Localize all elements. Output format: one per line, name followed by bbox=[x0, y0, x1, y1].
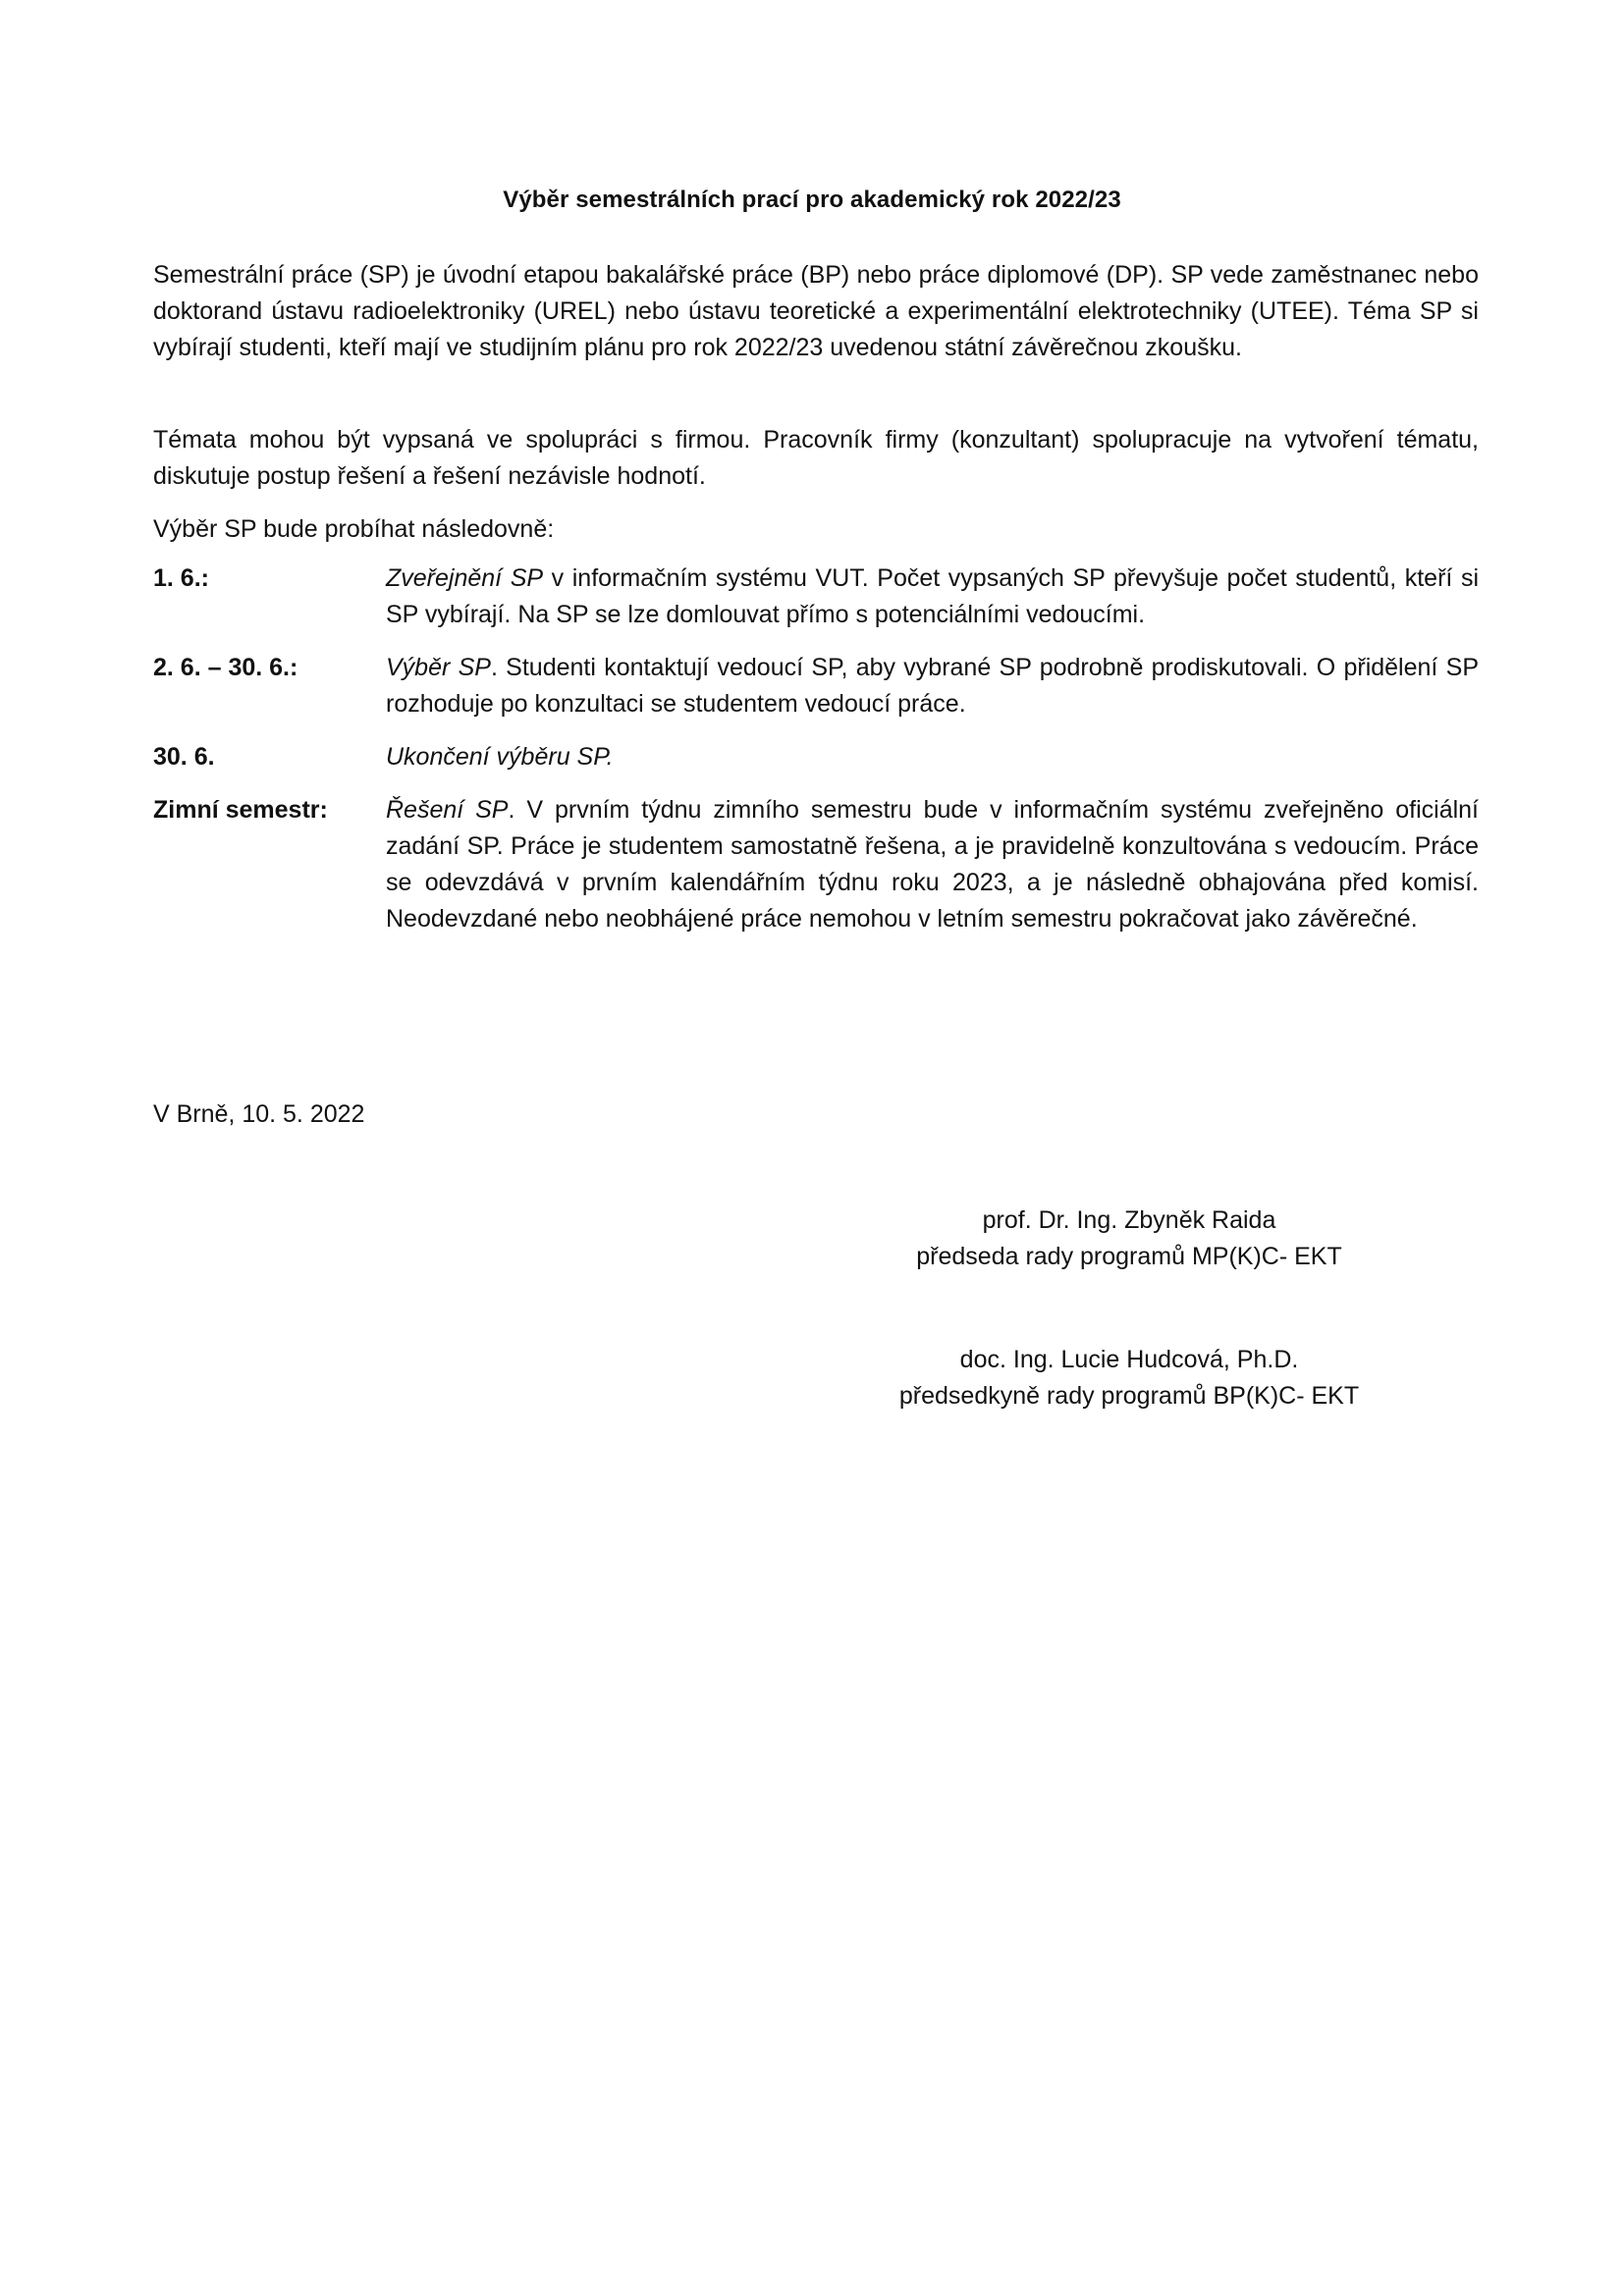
signatory-name: doc. Ing. Lucie Hudcová, Ph.D. bbox=[959, 1346, 1299, 1373]
schedule-date: 30. 6. bbox=[153, 743, 215, 771]
schedule-description bbox=[386, 561, 1479, 633]
schedule-lead: Zveřejnění SP bbox=[386, 564, 544, 592]
schedule-text: . Studenti kontaktují vedoucí SP, aby vybrané SP podrobně prodiskutovali. O přidělení SP rozhoduje po konzultaci se studentem vedoucí práce. bbox=[386, 654, 1480, 718]
signature-block bbox=[844, 1202, 1414, 1275]
signatory-role: předsedkyně rady programů BP(K)C- EKT bbox=[898, 1382, 1360, 1410]
signatory-role: předseda rady programů MP(K)C- EKT bbox=[916, 1243, 1342, 1270]
schedule-lead: Ukončení výběru SP. bbox=[386, 743, 614, 771]
schedule-intro: Výběr SP bude probíhat následovně: bbox=[153, 515, 555, 543]
company-topics-paragraph: Témata mohou být vypsaná ve spolupráci s firmou. Pracovník firmy (konzultant) spolupracuje na vytvoření tématu, diskutuje postup řešení a řešení nezávisle hodnotí. bbox=[153, 426, 1479, 490]
intro-paragraph: Semestrální práce (SP) je úvodní etapou bakalářské práce (BP) nebo práce diplomové (DP). SP vede zaměstnanec nebo doktorand ústavu radioelektroniky (UREL) nebo ústavu teoretické a experimentální elektrotechniky (UTEE). Téma SP si vybírají studenti, kteří mají ve studijním plánu pro rok 2022/23 uvedenou státní závěrečnou zkoušku. bbox=[153, 261, 1479, 361]
schedule-date: Zimní semestr: bbox=[153, 796, 328, 824]
document-title: Výběr semestrálních prací pro akademický rok 2022/23 bbox=[503, 187, 1121, 213]
schedule-text: . V prvním týdnu zimního semestru bude v informačním systému zveřejněno oficiální zadání SP. Práce je studentem samostatně řešena, a je pravidelně konzultována s vedoucím. Práce se odevzdává v prvním kalendářním týdnu roku 2023, a je následně obhajována před komisí. Neodevzdané nebo neobhájené práce nemohou v letním semestru pokračovat jako závěrečné. bbox=[386, 796, 1479, 933]
place-and-date: V Brně, 10. 5. 2022 bbox=[153, 1100, 365, 1128]
schedule-lead: Řešení SP bbox=[386, 796, 509, 824]
schedule-date: 2. 6. – 30. 6.: bbox=[153, 654, 298, 681]
schedule-description bbox=[386, 739, 1479, 775]
schedule-date: 1. 6.: bbox=[153, 564, 209, 592]
signature-block bbox=[844, 1342, 1414, 1415]
schedule-description bbox=[386, 792, 1479, 937]
schedule-lead: Výběr SP bbox=[386, 654, 491, 681]
schedule-description bbox=[386, 650, 1479, 722]
signatory-name: prof. Dr. Ing. Zbyněk Raida bbox=[982, 1206, 1276, 1234]
schedule-text: v informačním systému VUT. Počet vypsaných SP převyšuje počet studentů, kteří si SP vybírají. Na SP se lze domlouvat přímo s potenciálními vedoucími. bbox=[386, 564, 1479, 628]
